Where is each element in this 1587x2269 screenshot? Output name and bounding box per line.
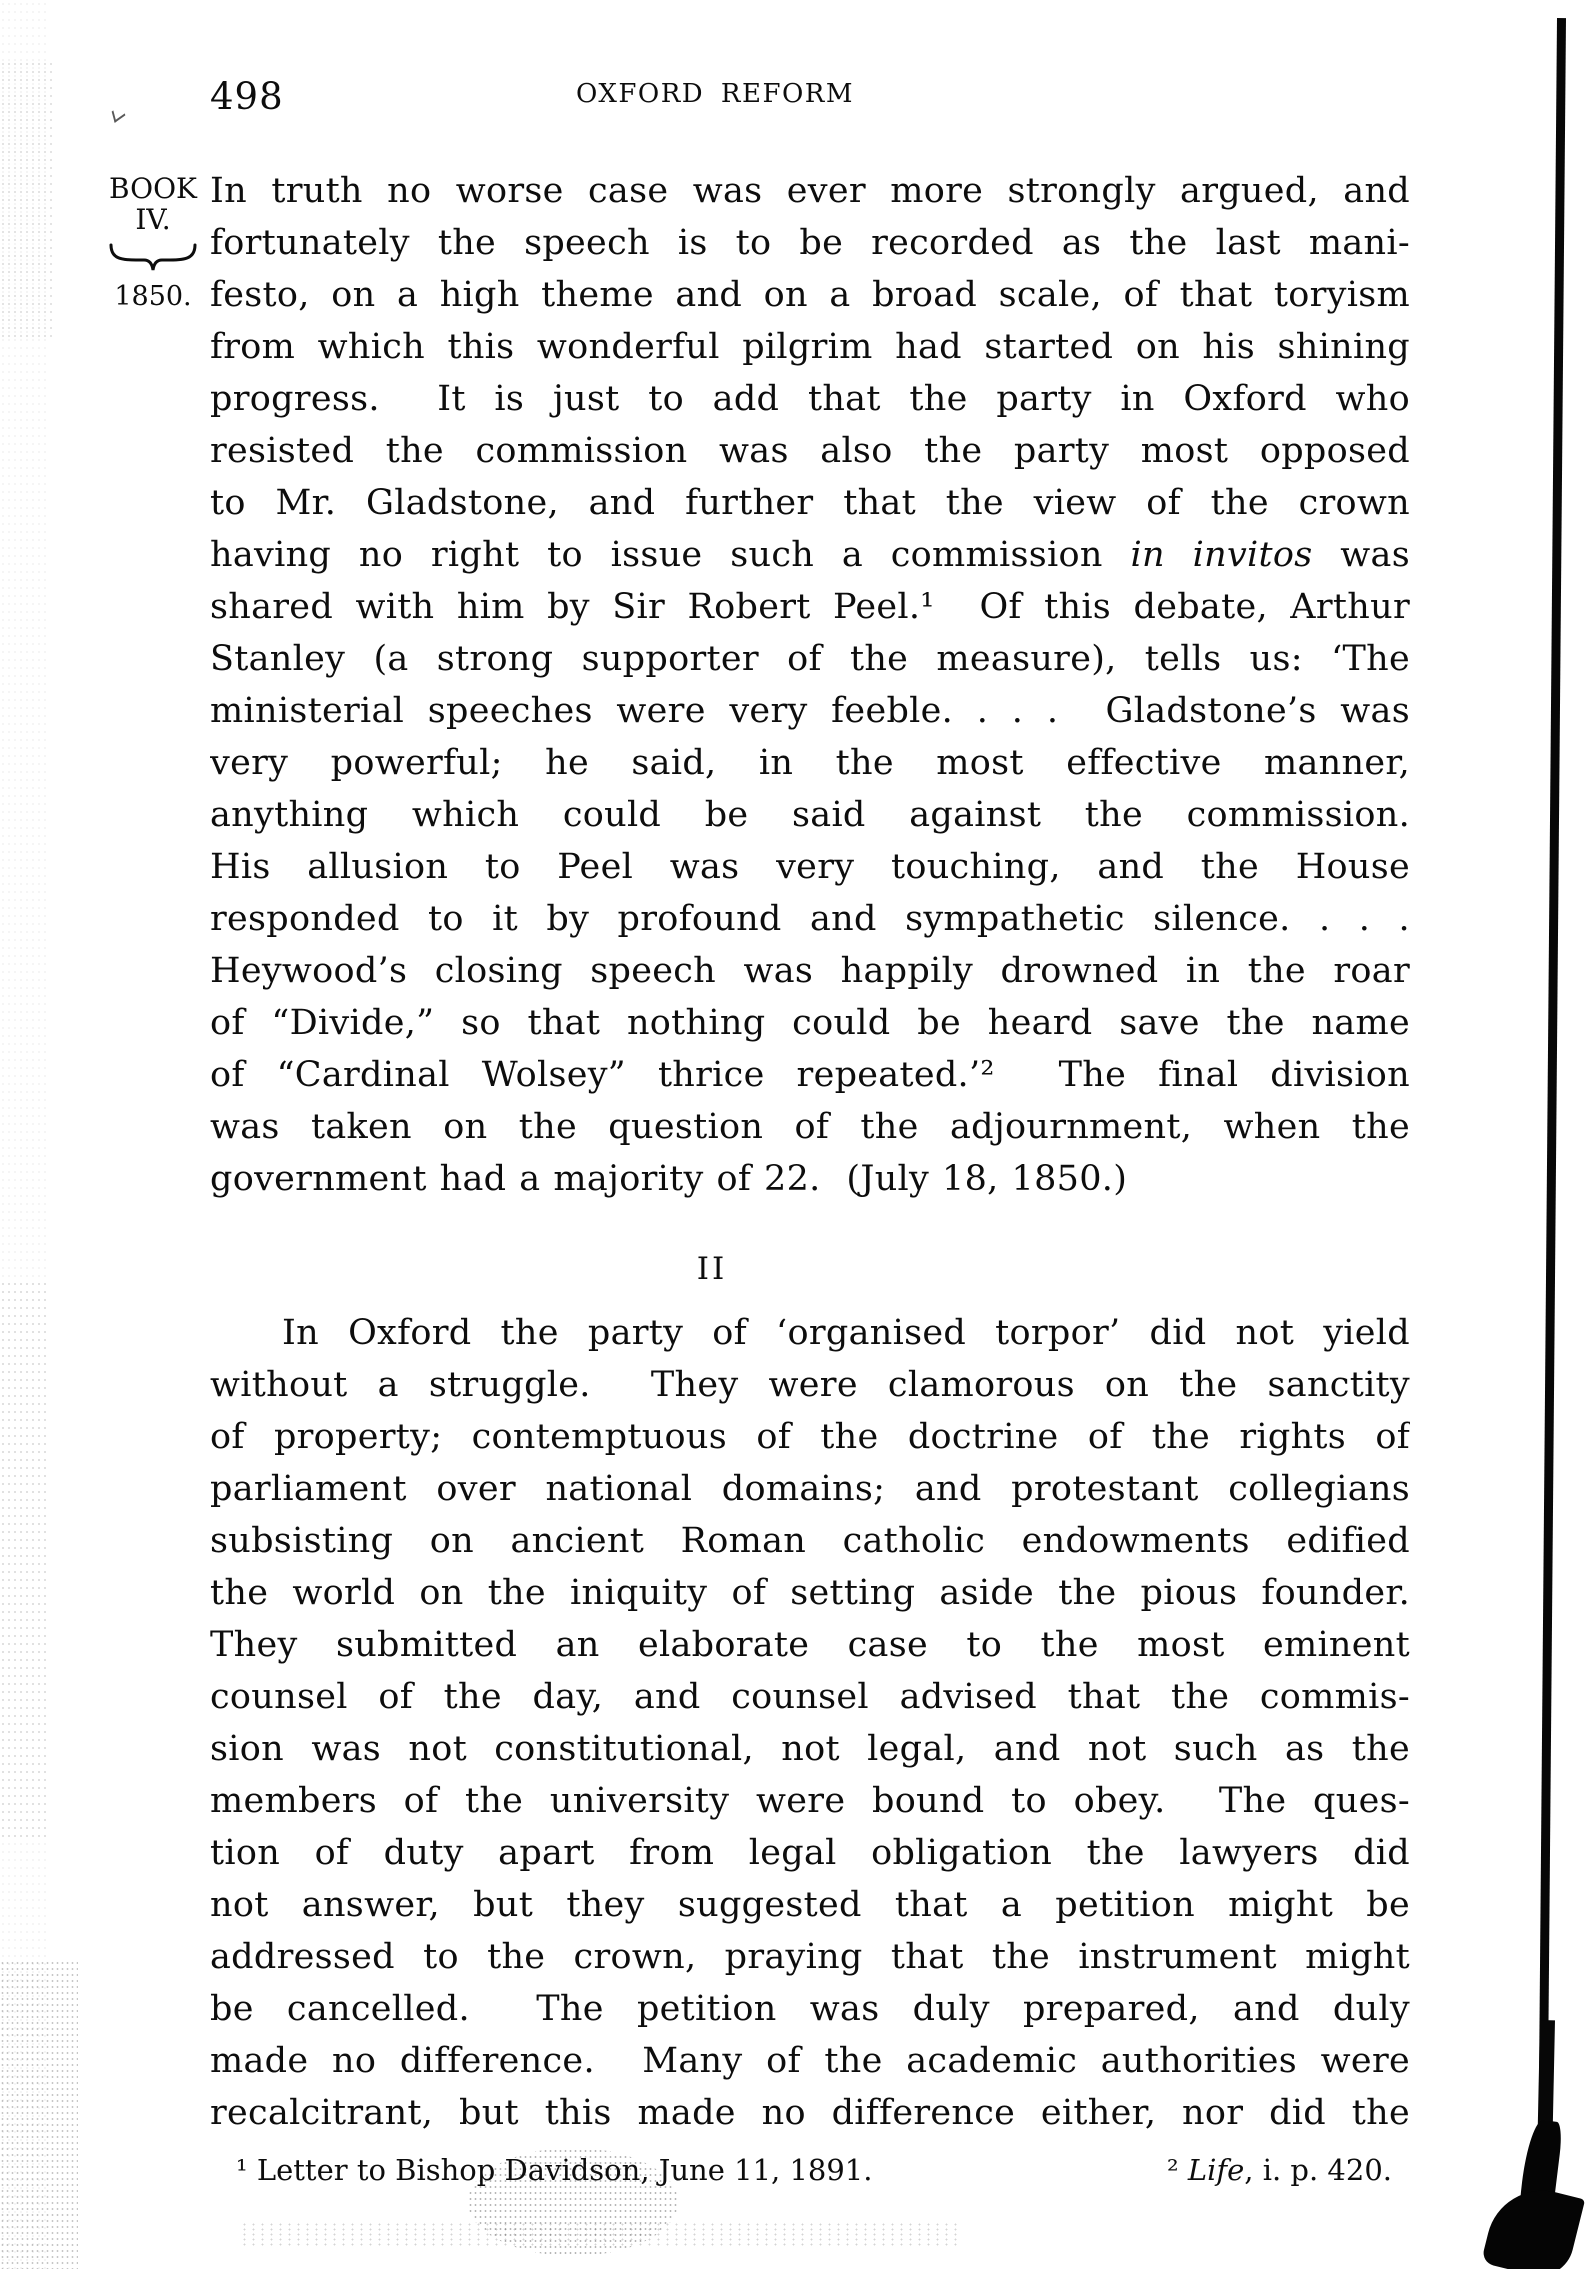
text-segment: to Mr. Gladstone, and further that the view of the crown — [210, 483, 1410, 523]
text-segment: government had a majority of 22. (July 18, 1850.) — [210, 1159, 1128, 1199]
text-line — [210, 1307, 1410, 1359]
running-header: OXFORD REFORM — [575, 79, 855, 109]
text-line — [210, 945, 1410, 997]
text-line — [210, 737, 1410, 789]
scan-ink-blob — [1481, 2179, 1585, 2269]
text-line — [210, 685, 1410, 737]
text-segment: having no right to issue such a commission — [210, 535, 1131, 575]
underbrace-icon — [107, 241, 199, 273]
text-line — [210, 1515, 1410, 1567]
text-segment: Stanley (a strong supporter of the measure), tells us: ‘The — [210, 639, 1410, 679]
text-segment: from which this wonderful pilgrim had started on his shining — [210, 327, 1410, 367]
text-line — [210, 1049, 1410, 1101]
text-segment: of property; contemptuous of the doctrine of the rights of — [210, 1417, 1410, 1457]
margin-book-label: BOOK — [109, 172, 197, 205]
text-segment: parliament over national domains; and protestant collegians — [210, 1469, 1410, 1509]
text-segment: very powerful; he said, in the most effective manner, — [210, 743, 1410, 783]
text-segment: members of the university were bound to obey. The ques- — [210, 1781, 1410, 1821]
body-paragraph-2 — [210, 1307, 1410, 2139]
text-segment: subsisting on ancient Roman catholic endowments edified — [210, 1521, 1410, 1561]
text-segment: They submitted an elaborate case to the most eminent — [210, 1625, 1410, 1665]
margin-book-numeral: IV. — [135, 203, 171, 236]
text-line — [210, 2087, 1410, 2139]
text-segment: was — [1312, 535, 1410, 575]
text-segment: In truth no worse case was ever more strongly argued, and — [210, 171, 1410, 211]
text-line — [210, 1153, 1410, 1205]
section-heading: II — [696, 1251, 728, 1287]
margin-year: 1850. — [114, 281, 192, 312]
text-segment: of “Cardinal Wolsey” thrice repeated.’² The final division — [210, 1055, 1410, 1095]
text-segment: sion was not constitutional, not legal, and not such as the — [210, 1729, 1410, 1769]
text-line — [210, 425, 1410, 477]
text-segment: be cancelled. The petition was duly prepared, and duly — [210, 1989, 1410, 2029]
text-segment: the world on the iniquity of setting aside the pious founder. — [210, 1573, 1410, 1613]
text-line — [210, 2035, 1410, 2087]
text-line — [210, 1827, 1410, 1879]
text-segment: ministerial speeches were very feeble. . . . Gladstone’s was — [210, 691, 1410, 731]
text-segment: , i. p. 420. — [1244, 2153, 1392, 2187]
text-segment: not answer, but they suggested that a petition might be — [210, 1885, 1410, 1925]
text-segment: fortunately the speech is to be recorded as the last mani- — [210, 223, 1410, 263]
body-paragraph-1 — [210, 165, 1410, 1205]
text-line — [210, 581, 1410, 633]
text-line — [210, 1671, 1410, 1723]
scan-stray-mark — [112, 104, 126, 123]
footnote-2 — [1167, 2152, 1410, 2188]
text-segment: responded to it by profound and sympathetic silence. . . . — [210, 899, 1410, 939]
margin-note — [97, 173, 209, 312]
footnotes — [210, 2152, 1410, 2188]
text-line — [210, 529, 1410, 581]
text-line — [210, 1359, 1410, 1411]
text-line — [210, 1101, 1410, 1153]
text-line — [210, 1567, 1410, 1619]
scan-speckle-top — [0, 60, 56, 340]
text-line — [210, 1983, 1410, 2035]
scan-speckle-blob — [468, 2148, 678, 2256]
text-line — [210, 1411, 1410, 1463]
text-segment: His allusion to Peel was very touching, and the House — [210, 847, 1410, 887]
text-line — [210, 841, 1410, 893]
scan-speckle-mid — [0, 1280, 46, 1840]
text-segment: counsel of the day, and counsel advised that the commis- — [210, 1677, 1410, 1717]
text-segment: without a struggle. They were clamorous on the sanctity — [210, 1365, 1410, 1405]
text-segment: tion of duty apart from legal obligation the lawyers did — [210, 1833, 1410, 1873]
text-line — [210, 373, 1410, 425]
text-line — [210, 997, 1410, 1049]
text-segment: made no difference. Many of the academic authorities were — [210, 2041, 1410, 2081]
text-segment: addressed to the crown, praying that the instrument might — [210, 1937, 1410, 1977]
text-segment: resisted the commission was also the party most opposed — [210, 431, 1410, 471]
text-segment: recalcitrant, but this made no difference either, nor did the — [210, 2093, 1410, 2133]
text-line — [210, 1775, 1410, 1827]
text-line — [210, 269, 1410, 321]
text-segment: ² — [1167, 2153, 1188, 2187]
text-segment: was taken on the question of the adjournment, when the — [210, 1107, 1410, 1147]
page-number: 498 — [210, 75, 284, 118]
text-line — [210, 1931, 1410, 1983]
text-line — [210, 893, 1410, 945]
text-segment: progress. It is just to add that the party in Oxford who — [210, 379, 1410, 419]
text-line — [210, 1619, 1410, 1671]
text-line — [210, 1463, 1410, 1515]
italic-text: Life — [1187, 2153, 1245, 2187]
text-line — [210, 1723, 1410, 1775]
text-line — [210, 321, 1410, 373]
scan-speckle-strip — [0, 0, 46, 2269]
text-line — [210, 477, 1410, 529]
scan-speckle-bottom — [0, 1960, 78, 2269]
text-segment: shared with him by Sir Robert Peel.¹ Of this debate, Arthur — [210, 587, 1410, 627]
text-line — [210, 789, 1410, 841]
text-line — [210, 217, 1410, 269]
text-segment: anything which could be said against the commission. — [210, 795, 1410, 835]
scan-edge-bar — [1537, 18, 1566, 2269]
text-segment: of “Divide,” so that nothing could be heard save the name — [210, 1003, 1410, 1043]
text-line — [210, 633, 1410, 685]
text-line — [210, 1879, 1410, 1931]
text-segment: ¹ Letter to Bishop Davidson, June 11, 1891. — [236, 2153, 873, 2187]
text-segment: In Oxford the party of ‘organised torpor’ did not yield — [282, 1313, 1410, 1353]
text-segment: festo, on a high theme and on a broad scale, of that toryism — [210, 275, 1410, 315]
italic-text: in invitos — [1130, 535, 1313, 575]
text-segment: Heywood’s closing speech was happily drowned in the roar — [210, 951, 1410, 991]
text-line — [210, 165, 1410, 217]
